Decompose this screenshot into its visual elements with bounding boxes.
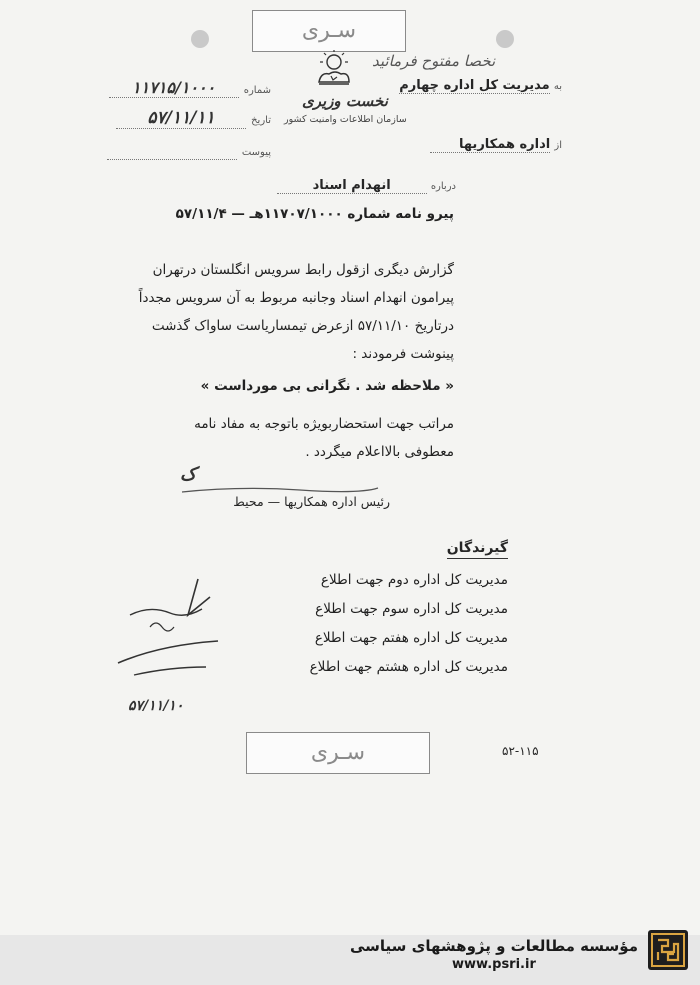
to-value: مدیریت کل اداره چهارم: [399, 78, 550, 93]
punch-hole-left: [191, 30, 209, 48]
classification-stamp-bottom: سـری: [246, 732, 430, 774]
organization-name: نخست وزیری: [302, 92, 388, 110]
subject-value: انهدام اسناد: [277, 178, 427, 194]
to-field: [399, 78, 562, 94]
page-code: ۵۲-۱۱۵: [502, 744, 539, 758]
closing-line-1: مراتب جهت استحضاربویژه باتوجه به مفاد نامه: [194, 416, 454, 432]
institute-website[interactable]: www.psri.ir: [452, 957, 536, 972]
body-line-4: پینوشت فرمودند :: [352, 346, 454, 362]
recipient-item: مدیریت کل اداره سوم جهت اطلاع: [315, 601, 508, 617]
institute-name: مؤسسه مطالعات و پژوهشهای سیاسی: [349, 937, 638, 955]
recipients-heading: گیرندگان: [447, 540, 508, 559]
to-label: به: [553, 81, 562, 92]
handwritten-note: نخصا مفتوح فرمائید: [372, 52, 496, 70]
from-value: اداره همکاریها: [430, 137, 550, 153]
number-field: [96, 78, 271, 98]
reference-line: پیرو نامه شماره ۱۱۷۰۷/۱۰۰۰هـ — ۵۷/۱۱/۴: [175, 206, 454, 222]
punch-hole-right: [496, 30, 514, 48]
recipient-item: مدیریت کل اداره هفتم جهت اطلاع: [314, 630, 508, 646]
body-line-1: گزارش دیگری ازقول رابط سرویس انگلستان درتهران: [152, 262, 454, 278]
organization-subtitle: سازمان اطلاعات وامنیت کشور: [284, 114, 407, 125]
attachment-field: [96, 140, 271, 160]
from-field: [430, 137, 562, 153]
quoted-comment: « ملاحظه شد . نگرانی بی مورداست »: [200, 378, 454, 394]
attachment-label: پیوست: [241, 147, 271, 158]
number-label: شماره: [243, 85, 271, 96]
signature-title: رئیس اداره همکاریها — محیط: [233, 494, 390, 509]
recipient-item: مدیریت کل اداره دوم جهت اطلاع: [320, 572, 508, 588]
number-value: ۱۱۷۱۵/۱۰۰۰: [109, 78, 239, 98]
date-field: [96, 108, 271, 129]
classification-stamp-top: سـری: [252, 10, 406, 52]
closing-line-2: معطوفی بالااعلام میگردد .: [305, 444, 454, 460]
margin-date-note: ۵۷/۱۱/۱۰: [128, 698, 184, 714]
subject-label: درباره: [430, 181, 456, 192]
signature-initial: ک: [180, 464, 197, 485]
recipient-item: مدیریت کل اداره هشتم جهت اطلاع: [309, 659, 508, 675]
attachment-value: [107, 140, 237, 160]
institute-logo-icon: [648, 930, 688, 970]
body-line-2: پیرامون انهدام اسناد وجانبه مربوط به آن سرویس مجدداً: [138, 290, 454, 306]
date-label: تاریخ: [251, 115, 271, 126]
lion-and-sun-emblem-icon: [311, 50, 357, 90]
body-line-3: درتاریخ ۵۷/۱۱/۱۰ ازعرض تیمساریاست ساواک گذشت: [151, 318, 454, 334]
handwritten-signature-icon: [110, 575, 230, 695]
subject-field: [277, 178, 456, 194]
footer-band: [0, 935, 700, 985]
date-value: ۵۷/۱۱/۱۱: [116, 108, 246, 129]
signature-mark-icon: [180, 484, 380, 496]
from-label: از: [554, 140, 562, 151]
